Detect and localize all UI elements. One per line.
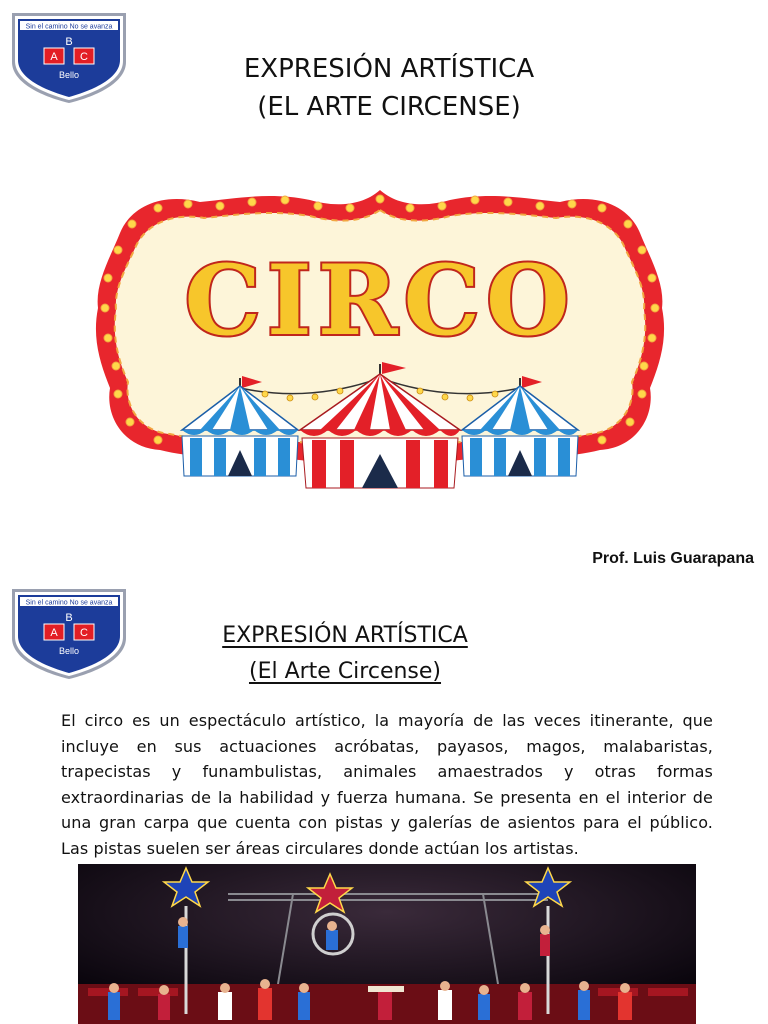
circo-sign-illustration: [90, 188, 670, 498]
crest-name: Bello: [58, 70, 80, 80]
crest-letter-b: B: [65, 612, 73, 624]
crest-motto: Sin el camino No se avanza: [25, 23, 113, 31]
slide-2: [0, 584, 768, 1024]
author-name: Prof. Luis Guarapana: [592, 550, 754, 567]
slide-2-title-line-2: (El Arte Circense): [248, 659, 442, 684]
crest-letter-c: C: [80, 51, 88, 63]
circus-photo-art: [78, 864, 696, 1024]
crest-letter-b: B: [65, 36, 73, 48]
slide-2-title: [0, 618, 690, 690]
slide-1-title-line-2: (EL ARTE CIRCENSE): [257, 92, 521, 122]
slide-1-title-line-1: EXPRESIÓN ARTÍSTICA: [243, 54, 535, 84]
crest-letter-c: C: [80, 627, 88, 639]
circo-word: CIRCO: [184, 244, 576, 357]
crest-motto: Sin el camino No se avanza: [25, 599, 113, 607]
circus-description-paragraph: El circo es un espectáculo artístico, la mayoría de las veces itinerante, que incluye en sus actuaciones acróbatas, payasos, magos, malabaristas, trapecistas y funambulistas, animales amaestrados y otras formas extraordinarias de la habilidad y fuerza humana. Se presenta en el interior de una gran carpa que cuenta con pistas y galerías de asientos para el público. Las pistas suelen ser áreas circulares donde actúan los artistas.: [61, 711, 713, 858]
slide-1-title: [0, 50, 768, 126]
circus-performers-photo: [78, 864, 696, 1024]
slide-2-title-line-1: EXPRESIÓN ARTÍSTICA: [222, 623, 468, 648]
crest-letter-a: A: [50, 51, 58, 63]
crest-letter-a: A: [50, 627, 58, 639]
crest-name: Bello: [58, 646, 80, 656]
